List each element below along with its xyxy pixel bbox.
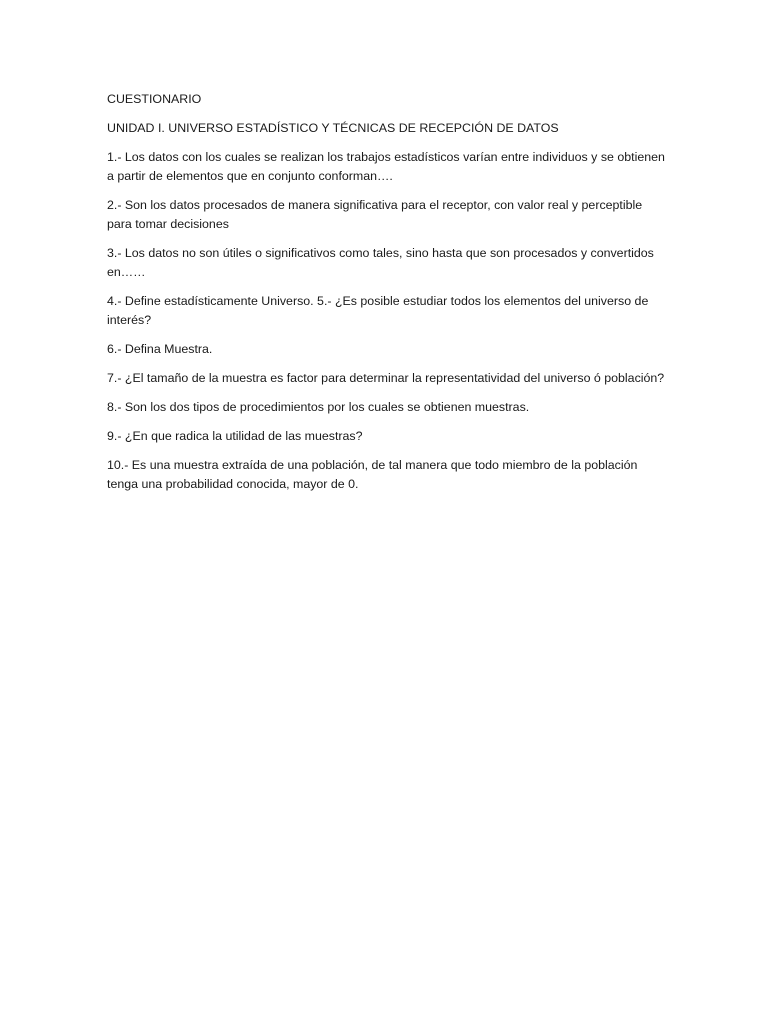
document-subtitle: UNIDAD I. UNIVERSO ESTADÍSTICO Y TÉCNICAS DE RECEPCIÓN DE DATOS xyxy=(107,121,559,135)
question-6: 6.- Defina Muestra. xyxy=(107,342,213,356)
question-9: 9.- ¿En que radica la utilidad de las muestras? xyxy=(107,429,363,443)
question-2: 2.- Son los datos procesados de manera significativa para el receptor, con valor real y perceptible para tomar decisiones xyxy=(107,198,643,231)
question-8: 8.- Son los dos tipos de procedimientos por los cuales se obtienen muestras. xyxy=(107,400,530,414)
document-body xyxy=(107,90,667,504)
question-3: 3.- Los datos no son útiles o significativos como tales, sino hasta que son procesados y convertidos en…… xyxy=(107,246,654,279)
question-10: 10.- Es una muestra extraída de una población, de tal manera que todo miembro de la población tenga una probabilidad conocida, mayor de 0. xyxy=(107,458,638,491)
question-1: 1.- Los datos con los cuales se realizan los trabajos estadísticos varían entre individuos y se obtienen a partir de elementos que en conjunto conforman…. xyxy=(107,150,665,183)
question-4-5: 4.- Define estadísticamente Universo. 5.- ¿Es posible estudiar todos los elementos del universo de interés? xyxy=(107,294,649,327)
question-7: 7.- ¿El tamaño de la muestra es factor para determinar la representatividad del universo ó población? xyxy=(107,371,665,385)
document-title: CUESTIONARIO xyxy=(107,92,202,106)
